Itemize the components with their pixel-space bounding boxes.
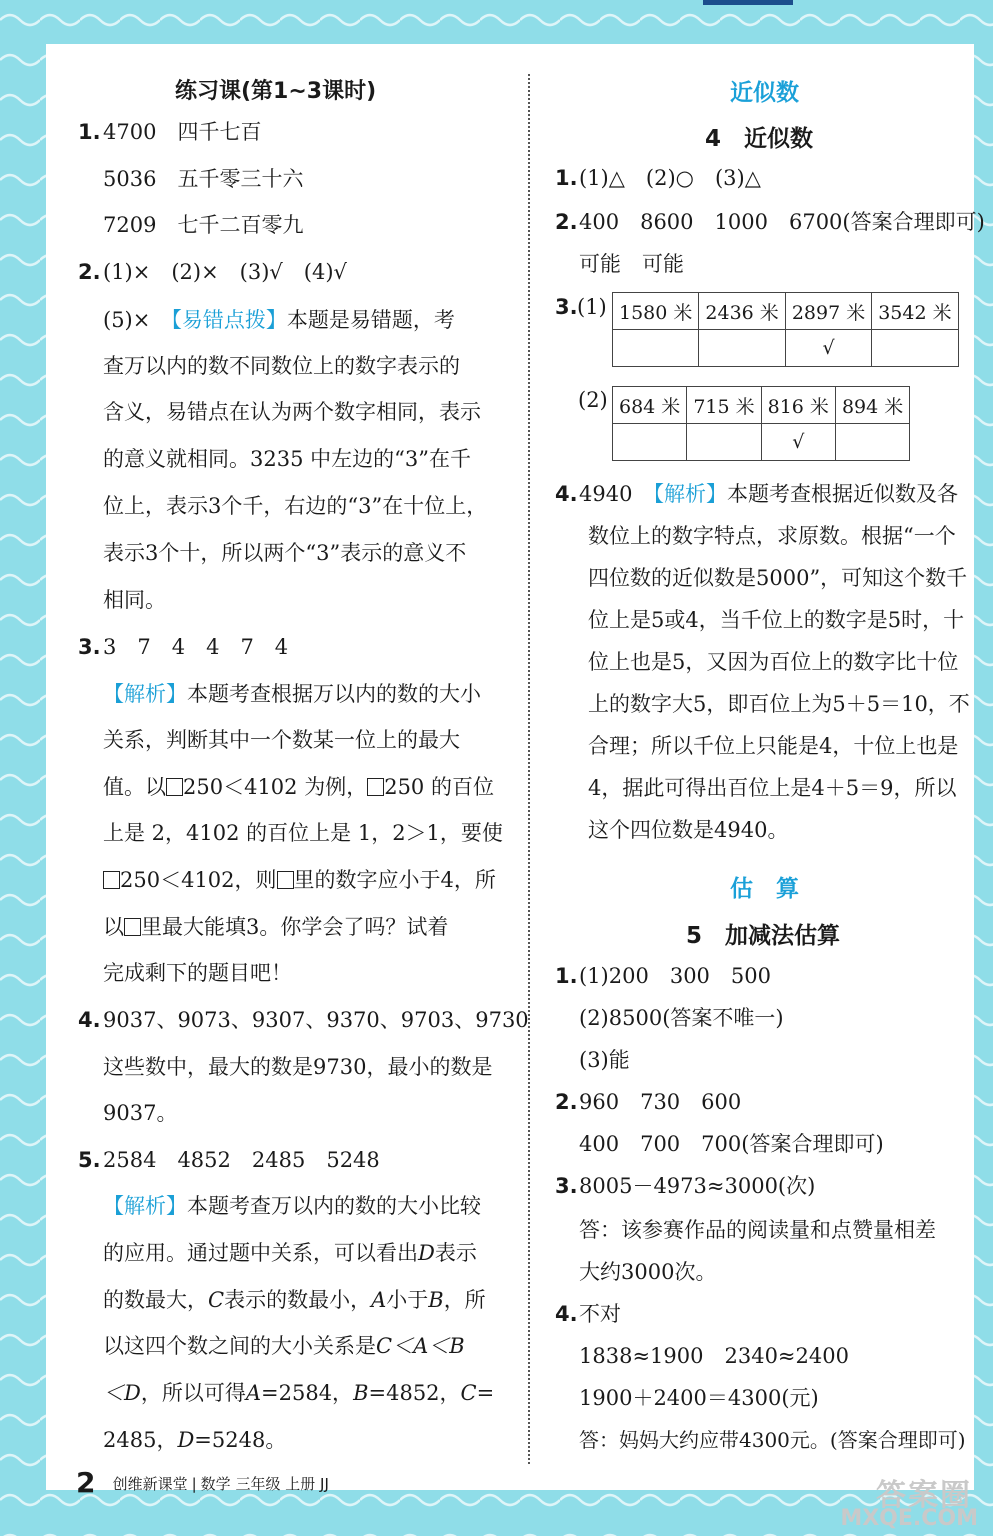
r-q4-line: 4，据此可得出百位上是4＋5＝9，所以	[588, 776, 957, 800]
r-q8-line: 1838≈1900 2340≈2400	[579, 1344, 849, 1368]
table-cell: 816 米	[761, 387, 835, 424]
error-tip-tag: 【易错点拨】	[171, 308, 287, 332]
blank-box	[166, 778, 183, 796]
table-cell: 3542 米	[872, 293, 958, 330]
table-cell	[613, 424, 687, 461]
r-q5-line: (3)能	[579, 1048, 630, 1072]
r-q4-line: 上的数字大5，即百位上为5＋5＝10，不	[588, 692, 970, 716]
table-cell	[687, 424, 761, 461]
q2-text: (5)×	[103, 308, 172, 332]
q1-number: 1.	[78, 120, 101, 144]
q2-line: 含义，易错点在认为两个数字相同，表示	[103, 400, 481, 424]
length-table-1	[612, 292, 959, 367]
q1-line: 5036 五千零三十六	[103, 167, 304, 191]
top-bar	[703, 0, 793, 5]
r-q7-line: 8005－4973≈3000(次)	[579, 1174, 816, 1198]
table-cell: 1580 米	[613, 293, 699, 330]
r-q4-line: 四位数的近似数是5000”，可知这个数千	[588, 566, 968, 590]
q4-line: 这些数中，最大的数是9730，最小的数是	[103, 1055, 493, 1079]
q2-number: 2.	[78, 260, 101, 284]
r-q3-part: (2)	[578, 388, 608, 412]
watermark-text: 答案圈	[876, 1478, 972, 1513]
r-q4-line: 位上是5或4，当千位上的数字是5时，十	[588, 608, 965, 632]
analysis-tag: 【解析】	[103, 1194, 187, 1218]
section-heading: 估 算	[730, 876, 799, 902]
q2-line: 的意义就相同。3235 中左边的“3”在千	[103, 447, 471, 471]
lesson-heading: 4 近似数	[705, 126, 814, 152]
r-q7-line: 答：该参赛作品的阅读量和点赞量相差	[579, 1218, 936, 1242]
blank-box	[367, 778, 384, 796]
r-q6-line: 960 730 600	[579, 1090, 742, 1114]
r-q6-number: 2.	[555, 1090, 578, 1114]
r-q8-line: 答：妈妈大约应带4300元。(答案合理即可)	[579, 1428, 966, 1452]
r-q4-line: 4940 【解析】本题考查根据近似数及各	[579, 482, 958, 506]
r-q5-number: 1.	[555, 964, 578, 988]
table-cell	[835, 424, 909, 461]
blank-box	[103, 871, 120, 889]
page-number: 2	[76, 1466, 96, 1499]
r-q1-line: (1)△ (2)○ (3)△	[579, 166, 761, 190]
q5-number: 5.	[78, 1148, 101, 1172]
q4-line: 9037。	[103, 1101, 178, 1125]
q2-text: 本题是易错题，考	[286, 308, 455, 332]
q4-line: 9037、9073、9307、9370、9703、9730	[103, 1008, 529, 1032]
r-q7-line: 大约3000次。	[579, 1260, 717, 1284]
q3-line: 250＜4102，则 里的数字应小于4，所	[103, 868, 496, 892]
r-q4-line: 合理；所以千位上只能是4，十位上也是	[588, 734, 959, 758]
q2-line: 相同。	[103, 588, 166, 612]
blank-box	[124, 918, 141, 936]
table-cell	[872, 330, 958, 367]
q1-line: 4700 四千七百	[103, 120, 262, 144]
r-q4-number: 4.	[555, 482, 578, 506]
watermark-url: MXQE.COM	[840, 1506, 978, 1531]
analysis-tag: 【解析】	[103, 682, 187, 706]
q3-line: 以 里最大能填3。你学会了吗？试着	[103, 915, 449, 939]
q3-line: 值。以 250＜4102 为例， 250 的百位	[103, 775, 494, 799]
r-q1-number: 1.	[555, 166, 578, 190]
q4-number: 4.	[78, 1008, 101, 1032]
footer-brand: 创维新课堂 | 数学 三年级 上册 JJ	[112, 1475, 329, 1493]
q2-line	[103, 308, 455, 332]
q2-line: 表示3个十，所以两个“3”表示的意义不	[103, 541, 467, 565]
r-q8-line: 1900＋2400＝4300(元)	[579, 1386, 819, 1410]
r-q2-number: 2.	[555, 210, 578, 234]
section-title: 练习课(第1~3课时)	[175, 79, 377, 104]
r-q2-line: 400 8600 1000 6700(答案合理即可)	[579, 210, 985, 234]
table-cell: 715 米	[687, 387, 761, 424]
q5-line: 2485，D=5248。	[103, 1428, 287, 1452]
lesson-heading: 5 加减法估算	[686, 923, 841, 949]
q5-line: ＜D，所以可得A=2584，B=4852，C=	[103, 1381, 495, 1405]
q2-line: 查万以内的数不同数位上的数字表示的	[103, 354, 460, 378]
r-q8-number: 4.	[555, 1302, 578, 1326]
length-table-2	[612, 386, 910, 461]
section-heading: 近似数	[730, 80, 799, 106]
check-mark: √	[761, 424, 835, 461]
r-q4-line: 位上也是5，又因为百位上的数字比十位	[588, 650, 959, 674]
q5-line: 的应用。通过题中关系，可以看出D表示	[103, 1241, 477, 1265]
q3-line: 关系，判断其中一个数某一位上的最大	[103, 728, 460, 752]
analysis-tag: 【解析】	[653, 482, 727, 506]
page-footer	[76, 1466, 329, 1499]
q3-line: 上是 2，4102 的百位上是 1，2＞1，要使	[103, 821, 503, 845]
column-divider	[528, 74, 530, 1464]
q1-line: 7209 七千二百零九	[103, 213, 304, 237]
r-q2-line: 可能 可能	[579, 252, 684, 276]
r-q8-line: 不对	[579, 1302, 621, 1326]
r-q5-line: (2)8500(答案不唯一)	[579, 1006, 784, 1030]
watermark-logo	[812, 1470, 980, 1536]
table-cell	[699, 330, 785, 367]
r-q5-line: (1)200 300 500	[579, 964, 771, 988]
q5-line: 的数最大，C表示的数最小，A小于B，所	[103, 1288, 486, 1312]
blank-box	[277, 871, 294, 889]
q3-number: 3.	[78, 635, 101, 659]
table-cell	[613, 330, 699, 367]
table-cell: 684 米	[613, 387, 687, 424]
r-q3-part: (1)	[577, 295, 607, 319]
q3-line	[103, 682, 481, 706]
r-q3-number: 3.	[555, 295, 578, 319]
check-mark: √	[785, 330, 871, 367]
table-cell: 2897 米	[785, 293, 871, 330]
q2-line: 位上，表示3个千，右边的“3”在十位上，	[103, 494, 488, 518]
q5-line: 2584 4852 2485 5248	[103, 1148, 380, 1172]
r-q4-line: 数位上的数字特点，求原数。根据“一个	[588, 524, 956, 548]
table-cell: 2436 米	[699, 293, 785, 330]
r-q4-line: 这个四位数是4940。	[588, 818, 789, 842]
q2-line: (1)× (2)× (3)√ (4)√	[103, 260, 347, 284]
q3-text: 本题考查根据万以内的数的大小	[187, 682, 481, 706]
table-cell: 894 米	[835, 387, 909, 424]
q5-line: 以这四个数之间的大小关系是C＜A＜B	[103, 1334, 465, 1358]
r-q6-line: 400 700 700(答案合理即可)	[579, 1132, 884, 1156]
q3-line: 完成剩下的题目吧！	[103, 961, 292, 985]
r-q7-number: 3.	[555, 1174, 578, 1198]
q3-line: 3 7 4 4 7 4	[103, 635, 289, 659]
q5-line: 【解析】本题考查万以内的数的大小比较	[103, 1194, 481, 1218]
